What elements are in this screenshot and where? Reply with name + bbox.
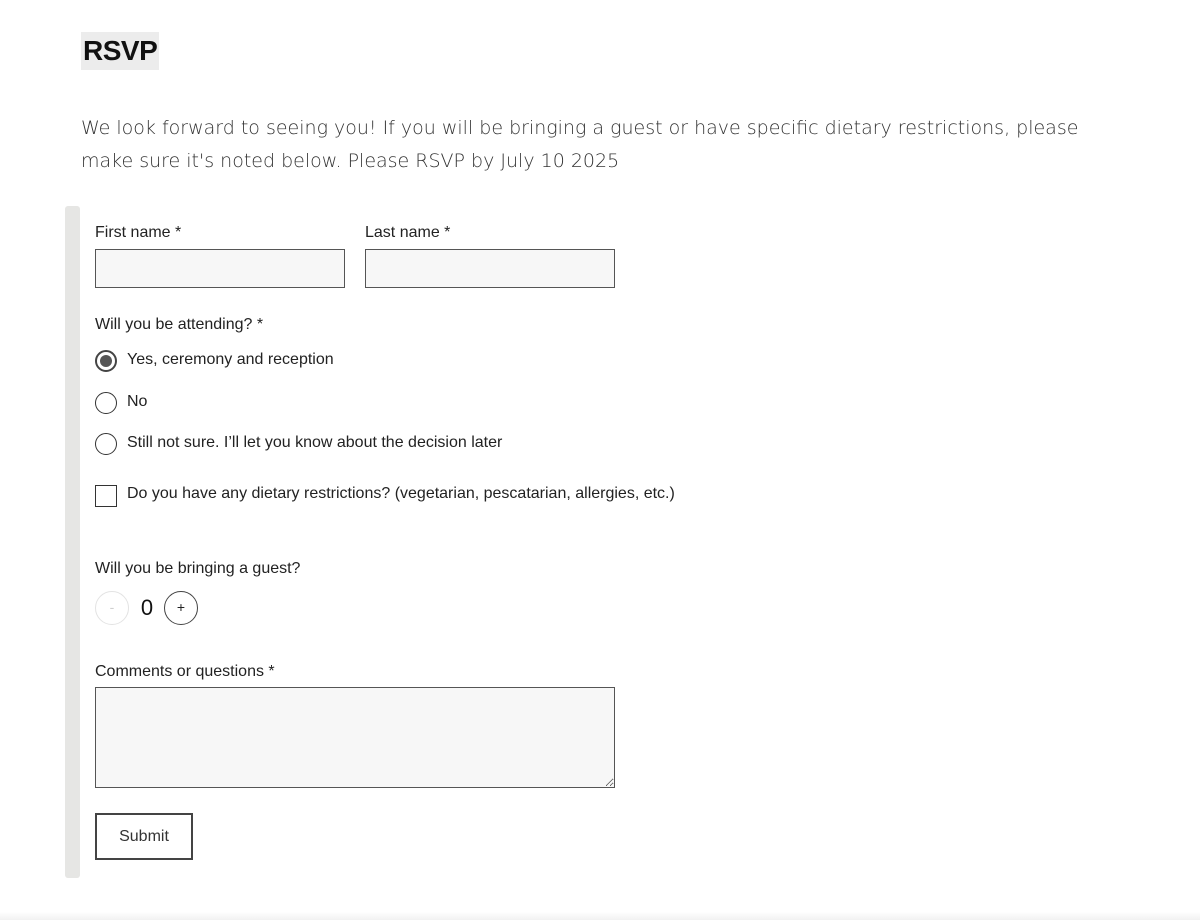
guest-increment-button[interactable]: + bbox=[164, 591, 198, 625]
attending-yes-radio[interactable] bbox=[95, 350, 117, 372]
attending-question: Will you be attending? * bbox=[95, 316, 264, 333]
last-name-input[interactable] bbox=[365, 249, 615, 288]
attending-no-label[interactable]: No bbox=[127, 393, 148, 410]
comments-textarea[interactable] bbox=[95, 687, 615, 788]
attending-no-radio[interactable] bbox=[95, 392, 117, 414]
first-name-label: First name * bbox=[95, 224, 182, 241]
first-name-input[interactable] bbox=[95, 249, 345, 288]
guest-question: Will you be bringing a guest? bbox=[95, 560, 301, 577]
page-bottom-edge bbox=[0, 912, 1200, 920]
last-name-label: Last name * bbox=[365, 224, 451, 241]
guest-decrement-button[interactable]: - bbox=[95, 591, 129, 625]
guest-count: 0 bbox=[140, 595, 154, 620]
page-title: RSVP bbox=[81, 32, 159, 70]
attending-unsure-radio[interactable] bbox=[95, 433, 117, 455]
dietary-checkbox[interactable] bbox=[95, 485, 117, 507]
submit-button[interactable]: Submit bbox=[95, 813, 193, 860]
attending-unsure-label[interactable]: Still not sure. I’ll let you know about the decision later bbox=[127, 434, 503, 451]
form-accent-bar bbox=[65, 206, 80, 878]
comments-label: Comments or questions * bbox=[95, 663, 275, 680]
attending-yes-label[interactable]: Yes, ceremony and reception bbox=[127, 351, 334, 368]
intro-text: We look forward to seeing you! If you will be bringing a guest or have specific dietary restrictions, please make sure it's noted below. Please RSVP by July 10 2025 bbox=[81, 117, 1079, 172]
dietary-label[interactable]: Do you have any dietary restrictions? (vegetarian, pescatarian, allergies, etc.) bbox=[127, 485, 675, 502]
